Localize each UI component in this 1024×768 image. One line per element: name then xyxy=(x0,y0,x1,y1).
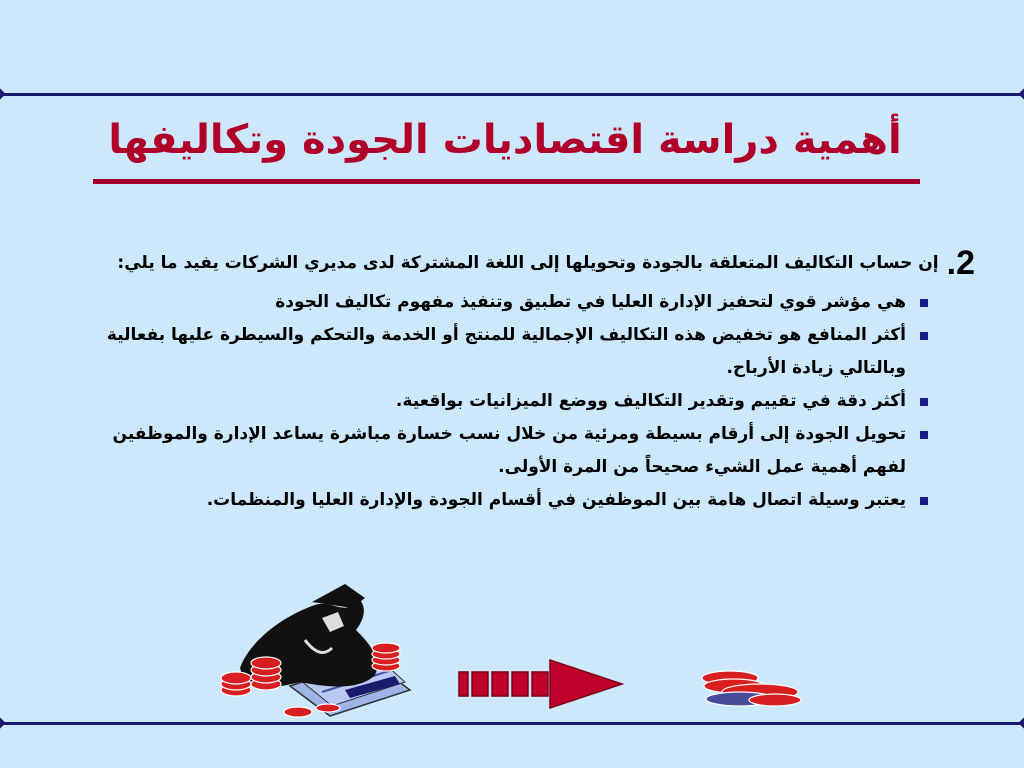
bullet-item: يعتبر وسيلة اتصال هامة بين الموظفين في أقسام الجودة والإدارة العليا والمنظمات. xyxy=(80,484,928,517)
slide-title: أهمية دراسة اقتصاديات الجودة وتكاليفها xyxy=(108,117,902,163)
bottom-divider xyxy=(0,722,1024,725)
point-intro: إن حساب التكاليف المتعلقة بالجودة وتحويلها إلى اللغة المشتركة لدى مديري الشركات يفيد ما يلي: xyxy=(117,253,939,273)
point-number: 2. xyxy=(946,244,975,282)
bullet-item: أكثر دقة في تقييم وتقدير التكاليف ووضع الميزانيات بواقعية. xyxy=(80,385,928,418)
arrow-right-icon xyxy=(459,660,622,708)
bullet-item: أكثر المنافع هو تخفيض هذه التكاليف الإجمالية للمنتج أو الخدمة والتحكم والسيطرة عليها بفعالية وبالتالي زيادة الأرباح. xyxy=(80,319,928,385)
coin-stack-icon xyxy=(702,671,801,706)
bullet-item: تحويل الجودة إلى أرقام بسيطة ومرئية من خلال نسب خسارة مباشرة يساعد الإدارة والموظفين لفهم أهمية عمل الشيء صحيحاً من المرة الأولى. xyxy=(80,418,928,484)
money-bag-icon xyxy=(221,584,410,717)
bullet-item: هي مؤشر قوي لتحفيز الإدارة العليا في تطبيق وتنفيذ مفهوم تكاليف الجودة xyxy=(80,286,928,319)
